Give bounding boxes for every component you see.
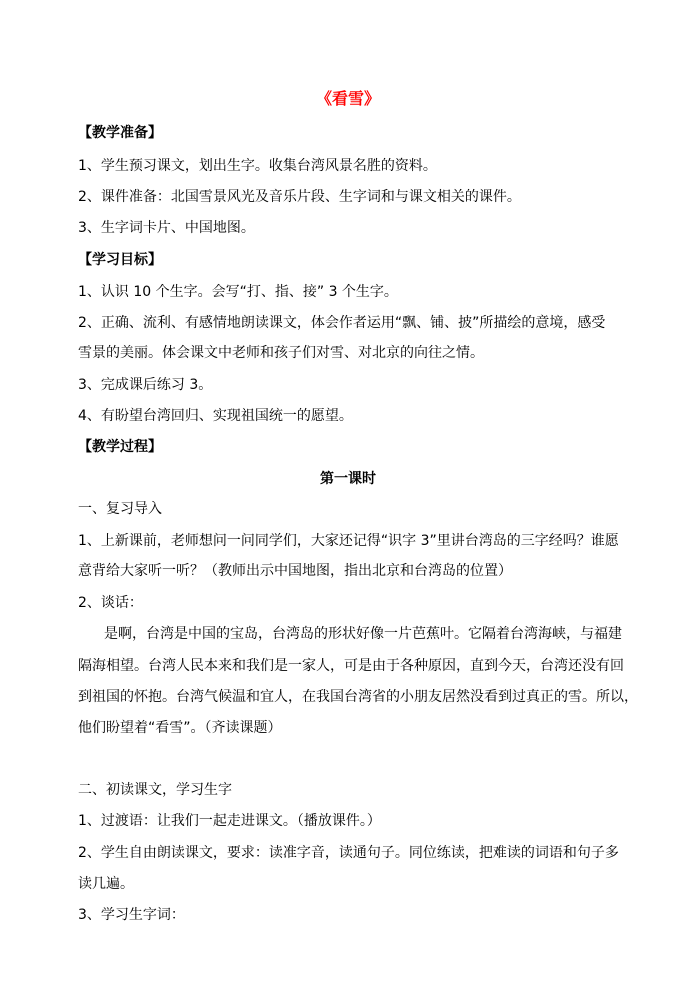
part1-line-1: 1、上新课前，老师想问一问同学们，大家还记得“识字 3”里讲台湾岛的三字经吗？谁愿: [78, 533, 619, 549]
prep-item-1: 1、学生预习课文，划出生字。收集台湾风景名胜的资料。: [78, 158, 437, 174]
section-heading-goals: 【学习目标】: [78, 252, 162, 268]
goal-item-2-cont: 雪景的美丽。体会课文中老师和孩子们对雪、对北京的向往之情。: [78, 345, 484, 361]
part1-line-7: 他们盼望着“看雪”。（齐读课题）: [78, 720, 282, 736]
part1-line-5: 隔海相望。台湾人民本来和我们是一家人，可是由于各种原因，直到今天，台湾还没有回: [78, 658, 624, 674]
part2-line-2: 2、学生自由朗读课文，要求：读准字音，读通句子。同位练读，把难读的词语和句子多: [78, 845, 619, 861]
goal-item-4: 4、有盼望台湾回归、实现祖国统一的愿望。: [78, 408, 353, 424]
part1-line-6: 到祖国的怀抱。台湾气候温和宜人，在我国台湾省的小朋友居然没看到过真正的雪。所以，: [78, 689, 638, 705]
part1-line-3: 2、谈话：: [78, 595, 143, 611]
prep-item-3: 3、生字词卡片、中国地图。: [78, 220, 255, 236]
part2-line-1: 1、过渡语：让我们一起走进课文。（播放课件。）: [78, 813, 381, 829]
section-heading-process: 【教学过程】: [78, 439, 162, 455]
lesson-title: 第一课时: [320, 471, 376, 487]
part1-heading: 一、复习导入: [78, 501, 162, 517]
section-heading-prep: 【教学准备】: [78, 125, 162, 141]
part1-line-4: 是啊，台湾是中国的宝岛，台湾岛的形状好像一片芭蕉叶。它隔着台湾海峡，与福建: [104, 626, 622, 642]
document-title: 《看雪》: [315, 89, 380, 108]
goal-item-2: 2、正确、流利、有感情地朗读课文，体会作者运用“飘、铺、披”所描绘的意境，感受: [78, 315, 606, 331]
goal-item-3: 3、完成课后练习 3。: [78, 377, 213, 393]
part2-line-3: 读几遍。: [78, 876, 134, 892]
part2-line-4: 3、学习生字词：: [78, 907, 185, 923]
part1-line-2: 意背给大家听一听？（教师出示中国地图，指出北京和台湾岛的位置）: [78, 563, 512, 579]
part2-heading: 二、初读课文，学习生字: [78, 782, 232, 798]
prep-item-2: 2、课件准备：北国雪景风光及音乐片段、生字词和与课文相关的课件。: [78, 189, 521, 205]
goal-item-1: 1、认识 10 个生字。会写“打、指、接” 3 个生字。: [78, 284, 398, 300]
